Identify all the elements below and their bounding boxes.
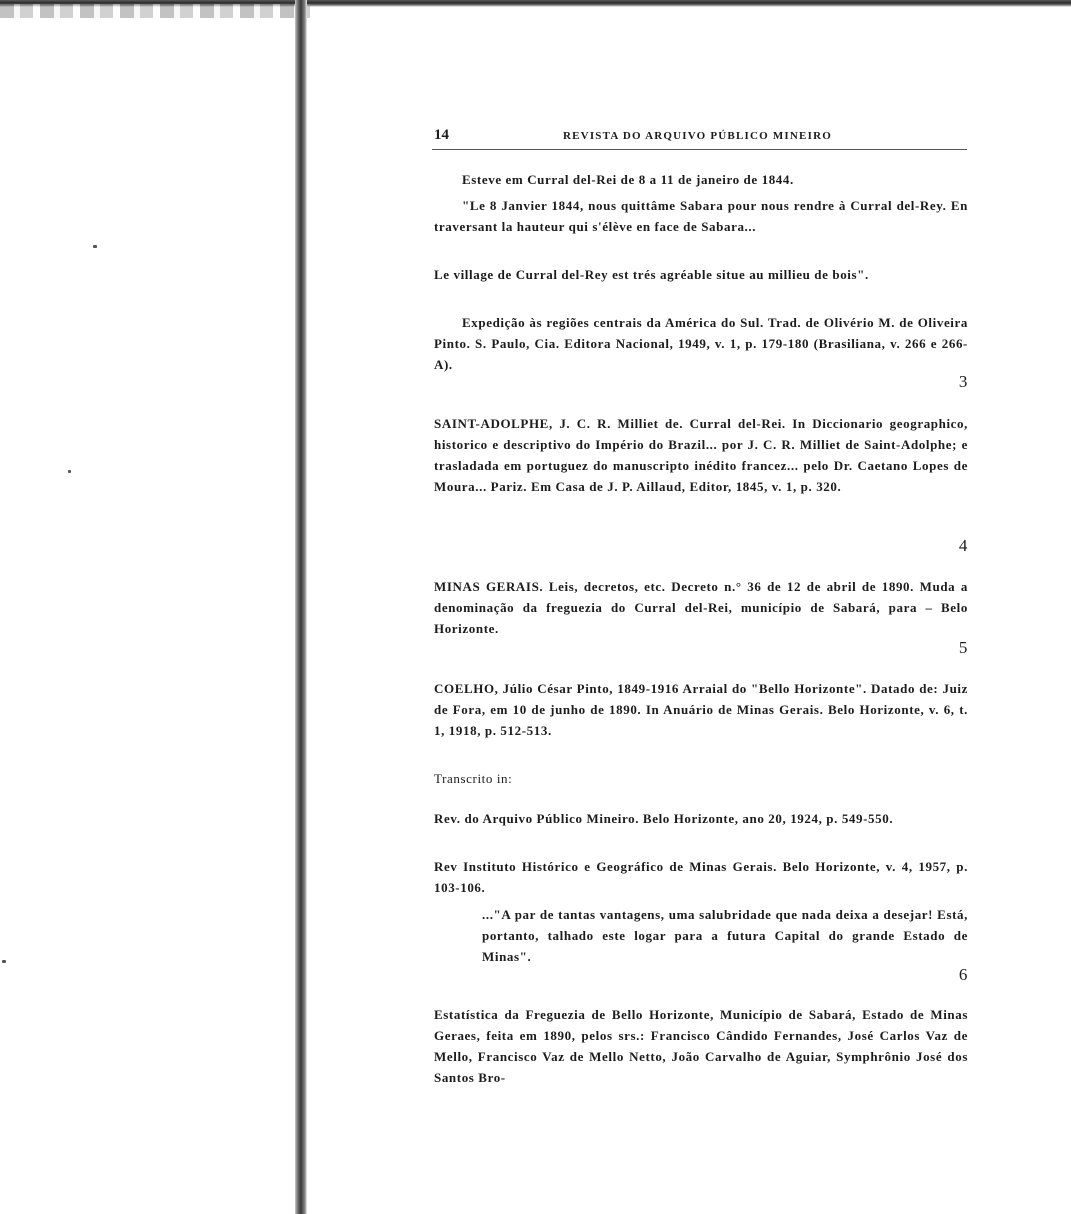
entry-number: 6 bbox=[958, 965, 968, 984]
entry-number: 3 bbox=[958, 372, 968, 391]
paragraph: Transcrito in: bbox=[434, 771, 513, 786]
citation-paragraph: COELHO, Júlio César Pinto, 1849-1916 Arraial do "Bello Horizonte". Datado de: Juiz de Fora, em 10 de junho de 1890. In Anuário de Minas Gerais. Belo Horizonte, v. 6, t. 1, 1918, p. 512-513. bbox=[434, 681, 968, 738]
citation-paragraph: SAINT-ADOLPHE, J. C. R. Milliet de. Curral del-Rei. In Diccionario geographico, historico e descriptivo do Império do Brazil... por J. C. R. Milliet de Saint-Adolphe; e trasladada em portuguez do manuscripto inédito francez... pelo Dr. Caetano Lopes de Moura... Pariz. Em Casa de J. P. Aillaud, Editor, 1845, v. 1, p. 320. bbox=[434, 416, 968, 494]
citation-paragraph: Rev Instituto Histórico e Geográfico de Minas Gerais. Belo Horizonte, v. 4, 1957, p. 103-106. bbox=[434, 859, 968, 895]
citation-paragraph: Expedição às regiões centrais da América do Sul. Trad. de Olivério M. de Oliveira Pinto. S. Paulo, Cia. Editora Nacional, 1949, v. 1, p. 179-180 (Brasiliana, v. 266 e 266-A). bbox=[434, 315, 968, 372]
scan-speck bbox=[2, 960, 6, 963]
entry-number: 5 bbox=[958, 638, 968, 657]
quote-paragraph: "Le 8 Janvier 1844, nous quittâme Sabara pour nous rendre à Curral del-Rey. En traversant la hauteur qui s'élève en face de Sabara... bbox=[434, 198, 968, 234]
citation-paragraph: Estatística da Freguezia de Bello Horizonte, Município de Sabará, Estado de Minas Geraes, feita em 1890, pelos srs.: Francisco Cândido Fernandes, José Carlos Vaz de Mello, Francisco Vaz de Mello Netto, João Carvalho de Aguiar, Symphrônio José dos Santos Bro- bbox=[434, 1007, 968, 1085]
running-header bbox=[432, 127, 967, 150]
quote-paragraph: ..."A par de tantas vantagens, uma salubridade que nada deixa a desejar! Está, portanto, talhado este logar para a futura Capital do grande Estado de Minas". bbox=[482, 907, 968, 964]
journal-title: REVISTA DO ARQUIVO PÚBLICO MINEIRO bbox=[563, 130, 832, 142]
citation-paragraph: MINAS GERAIS. Leis, decretos, etc. Decreto n.° 36 de 12 de abril de 1890. Muda a denominação da freguezia do Curral del-Rei, município de Sabará, para – Belo Horizonte. bbox=[434, 579, 968, 636]
page-number: 14 bbox=[434, 127, 449, 143]
quote-paragraph: Le village de Curral del-Rey est trés agréable situe au millieu de bois". bbox=[434, 267, 869, 282]
book-spine-shadow bbox=[295, 0, 307, 1214]
scan-speck bbox=[68, 470, 71, 473]
entry-number: 4 bbox=[958, 536, 968, 555]
paragraph: Esteve em Curral del-Rei de 8 a 11 de janeiro de 1844. bbox=[462, 172, 794, 187]
scan-left-page-edge bbox=[0, 4, 310, 18]
citation-paragraph: Rev. do Arquivo Público Mineiro. Belo Horizonte, ano 20, 1924, p. 549-550. bbox=[434, 811, 894, 826]
scan-speck bbox=[93, 245, 97, 248]
